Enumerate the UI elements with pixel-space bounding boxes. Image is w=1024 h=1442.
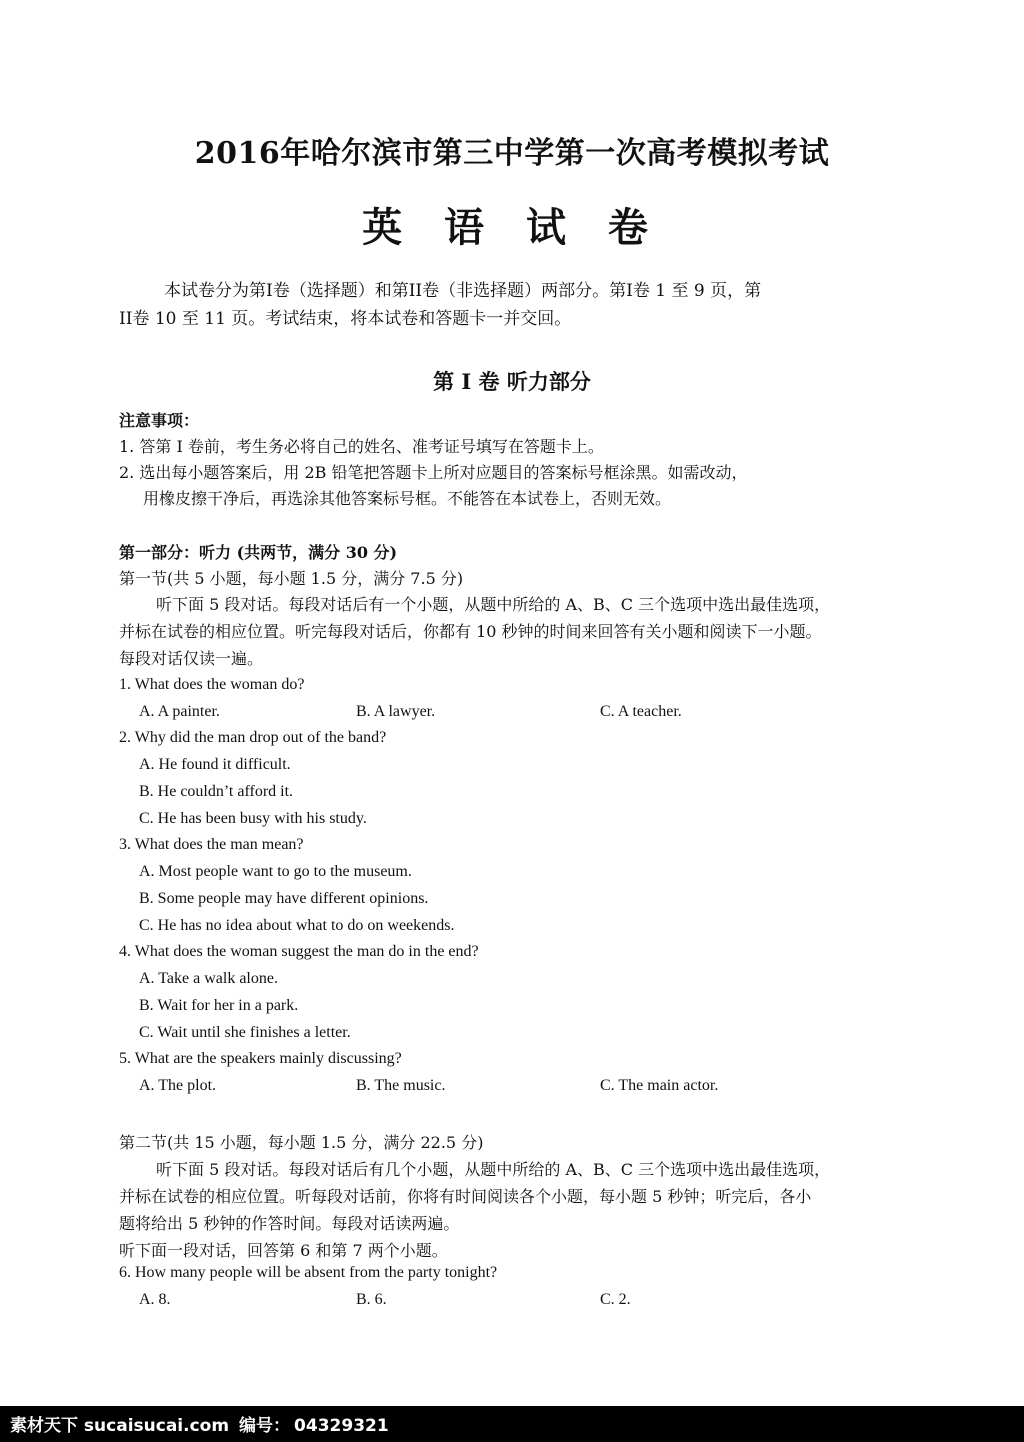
section1-instruction-1: 听下面 5 段对话。每段对话后有一个小题，从题中所给的 A、B、C 三个选项中选出最佳选项， <box>156 595 831 614</box>
part1-title: 第 I 卷 听力部分 <box>433 369 591 394</box>
intro-line-2: II卷 10 至 11 页。考试结束，将本试卷和答题卡一并交回。 <box>119 309 572 329</box>
watermark-site: 素材天下 sucaisucai.com <box>10 1416 230 1436</box>
intro-line-1: 本试卷分为第I卷（选择题）和第II卷（非选择题）两部分。第I卷 1 至 9 页，第 <box>164 281 762 301</box>
watermark-id-value: 04329321 <box>294 1416 389 1436</box>
question-1: 1. What does the woman do? <box>119 676 305 693</box>
q1-option-c: C. A teacher. <box>600 703 682 720</box>
q5-option-b: B. The music. <box>356 1077 446 1094</box>
q4-option-a: A. Take a walk alone. <box>139 970 278 987</box>
notice-item-1: 1. 答第 I 卷前，考生务必将自己的姓名、准考证号填写在答题卡上。 <box>119 437 604 456</box>
q2-option-c: C. He has been busy with his study. <box>139 810 367 827</box>
section1-instruction-2: 并标在试卷的相应位置。听完每段对话后，你都有 10 秒钟的时间来回答有关小题和阅读下一小题。 <box>119 622 822 641</box>
q3-option-a: A. Most people want to go to the museum. <box>139 863 412 880</box>
q6-option-a: A. 8. <box>139 1291 171 1308</box>
watermark-text <box>10 1411 399 1436</box>
q1-option-b: B. A lawyer. <box>356 703 436 720</box>
q2-option-a: A. He found it difficult. <box>139 756 291 773</box>
notice-item-2: 2. 选出每小题答案后，用 2B 铅笔把答题卡上所对应题目的答案标号框涂黑。如需改动， <box>119 463 748 482</box>
q5-option-c: C. The main actor. <box>600 1077 719 1094</box>
question-3: 3. What does the man mean? <box>119 836 304 853</box>
q5-option-a: A. The plot. <box>139 1077 217 1094</box>
q1-option-a: A. A painter. <box>139 703 220 720</box>
section2-instruction-4: 听下面一段对话，回答第 6 和第 7 两个小题。 <box>119 1241 448 1260</box>
notice-heading: 注意事项： <box>119 411 200 430</box>
q3-option-c: C. He has no idea about what to do on weekends. <box>139 917 455 934</box>
section2-instruction-3: 题将给出 5 秒钟的作答时间。每段对话读两遍。 <box>119 1214 460 1233</box>
section2-heading: 第二节(共 15 小题，每小题 1.5 分，满分 22.5 分) <box>119 1133 484 1152</box>
question-6: 6. How many people will be absent from the party tonight? <box>119 1264 498 1281</box>
exam-title: 2016年哈尔滨市第三中学第一次高考模拟考试 <box>194 136 830 171</box>
listening-heading: 第一部分：听力 (共两节，满分 30 分) <box>119 543 398 562</box>
section1-heading: 第一节(共 5 小题，每小题 1.5 分，满分 7.5 分) <box>119 569 464 588</box>
q2-option-b: B. He couldn’t afford it. <box>139 783 294 800</box>
question-2: 2. Why did the man drop out of the band? <box>119 729 387 746</box>
watermark-footer <box>0 1406 1024 1442</box>
watermark-id-label: 编号： <box>239 1416 291 1436</box>
notice-item-2-cont: 用橡皮擦干净后，再选涂其他答案标号框。不能答在本试卷上，否则无效。 <box>143 489 672 508</box>
question-4: 4. What does the woman suggest the man do in the end? <box>119 943 479 960</box>
q4-option-c: C. Wait until she finishes a letter. <box>139 1024 351 1041</box>
section1-instruction-3: 每段对话仅读一遍。 <box>119 649 264 668</box>
exam-subtitle: 英 语 试 卷 <box>362 204 662 251</box>
question-5: 5. What are the speakers mainly discussing? <box>119 1050 402 1067</box>
section2-instruction-1: 听下面 5 段对话。每段对话后有几个小题，从题中所给的 A、B、C 三个选项中选出最佳选项， <box>156 1160 831 1179</box>
q3-option-b: B. Some people may have different opinions. <box>139 890 429 907</box>
q4-option-b: B. Wait for her in a park. <box>139 997 299 1014</box>
q6-option-b: B. 6. <box>356 1291 387 1308</box>
q6-option-c: C. 2. <box>600 1291 631 1308</box>
section2-instruction-2: 并标在试卷的相应位置。听每段对话前，你将有时间阅读各个小题，每小题 5 秒钟；听完后，各小 <box>119 1187 812 1206</box>
